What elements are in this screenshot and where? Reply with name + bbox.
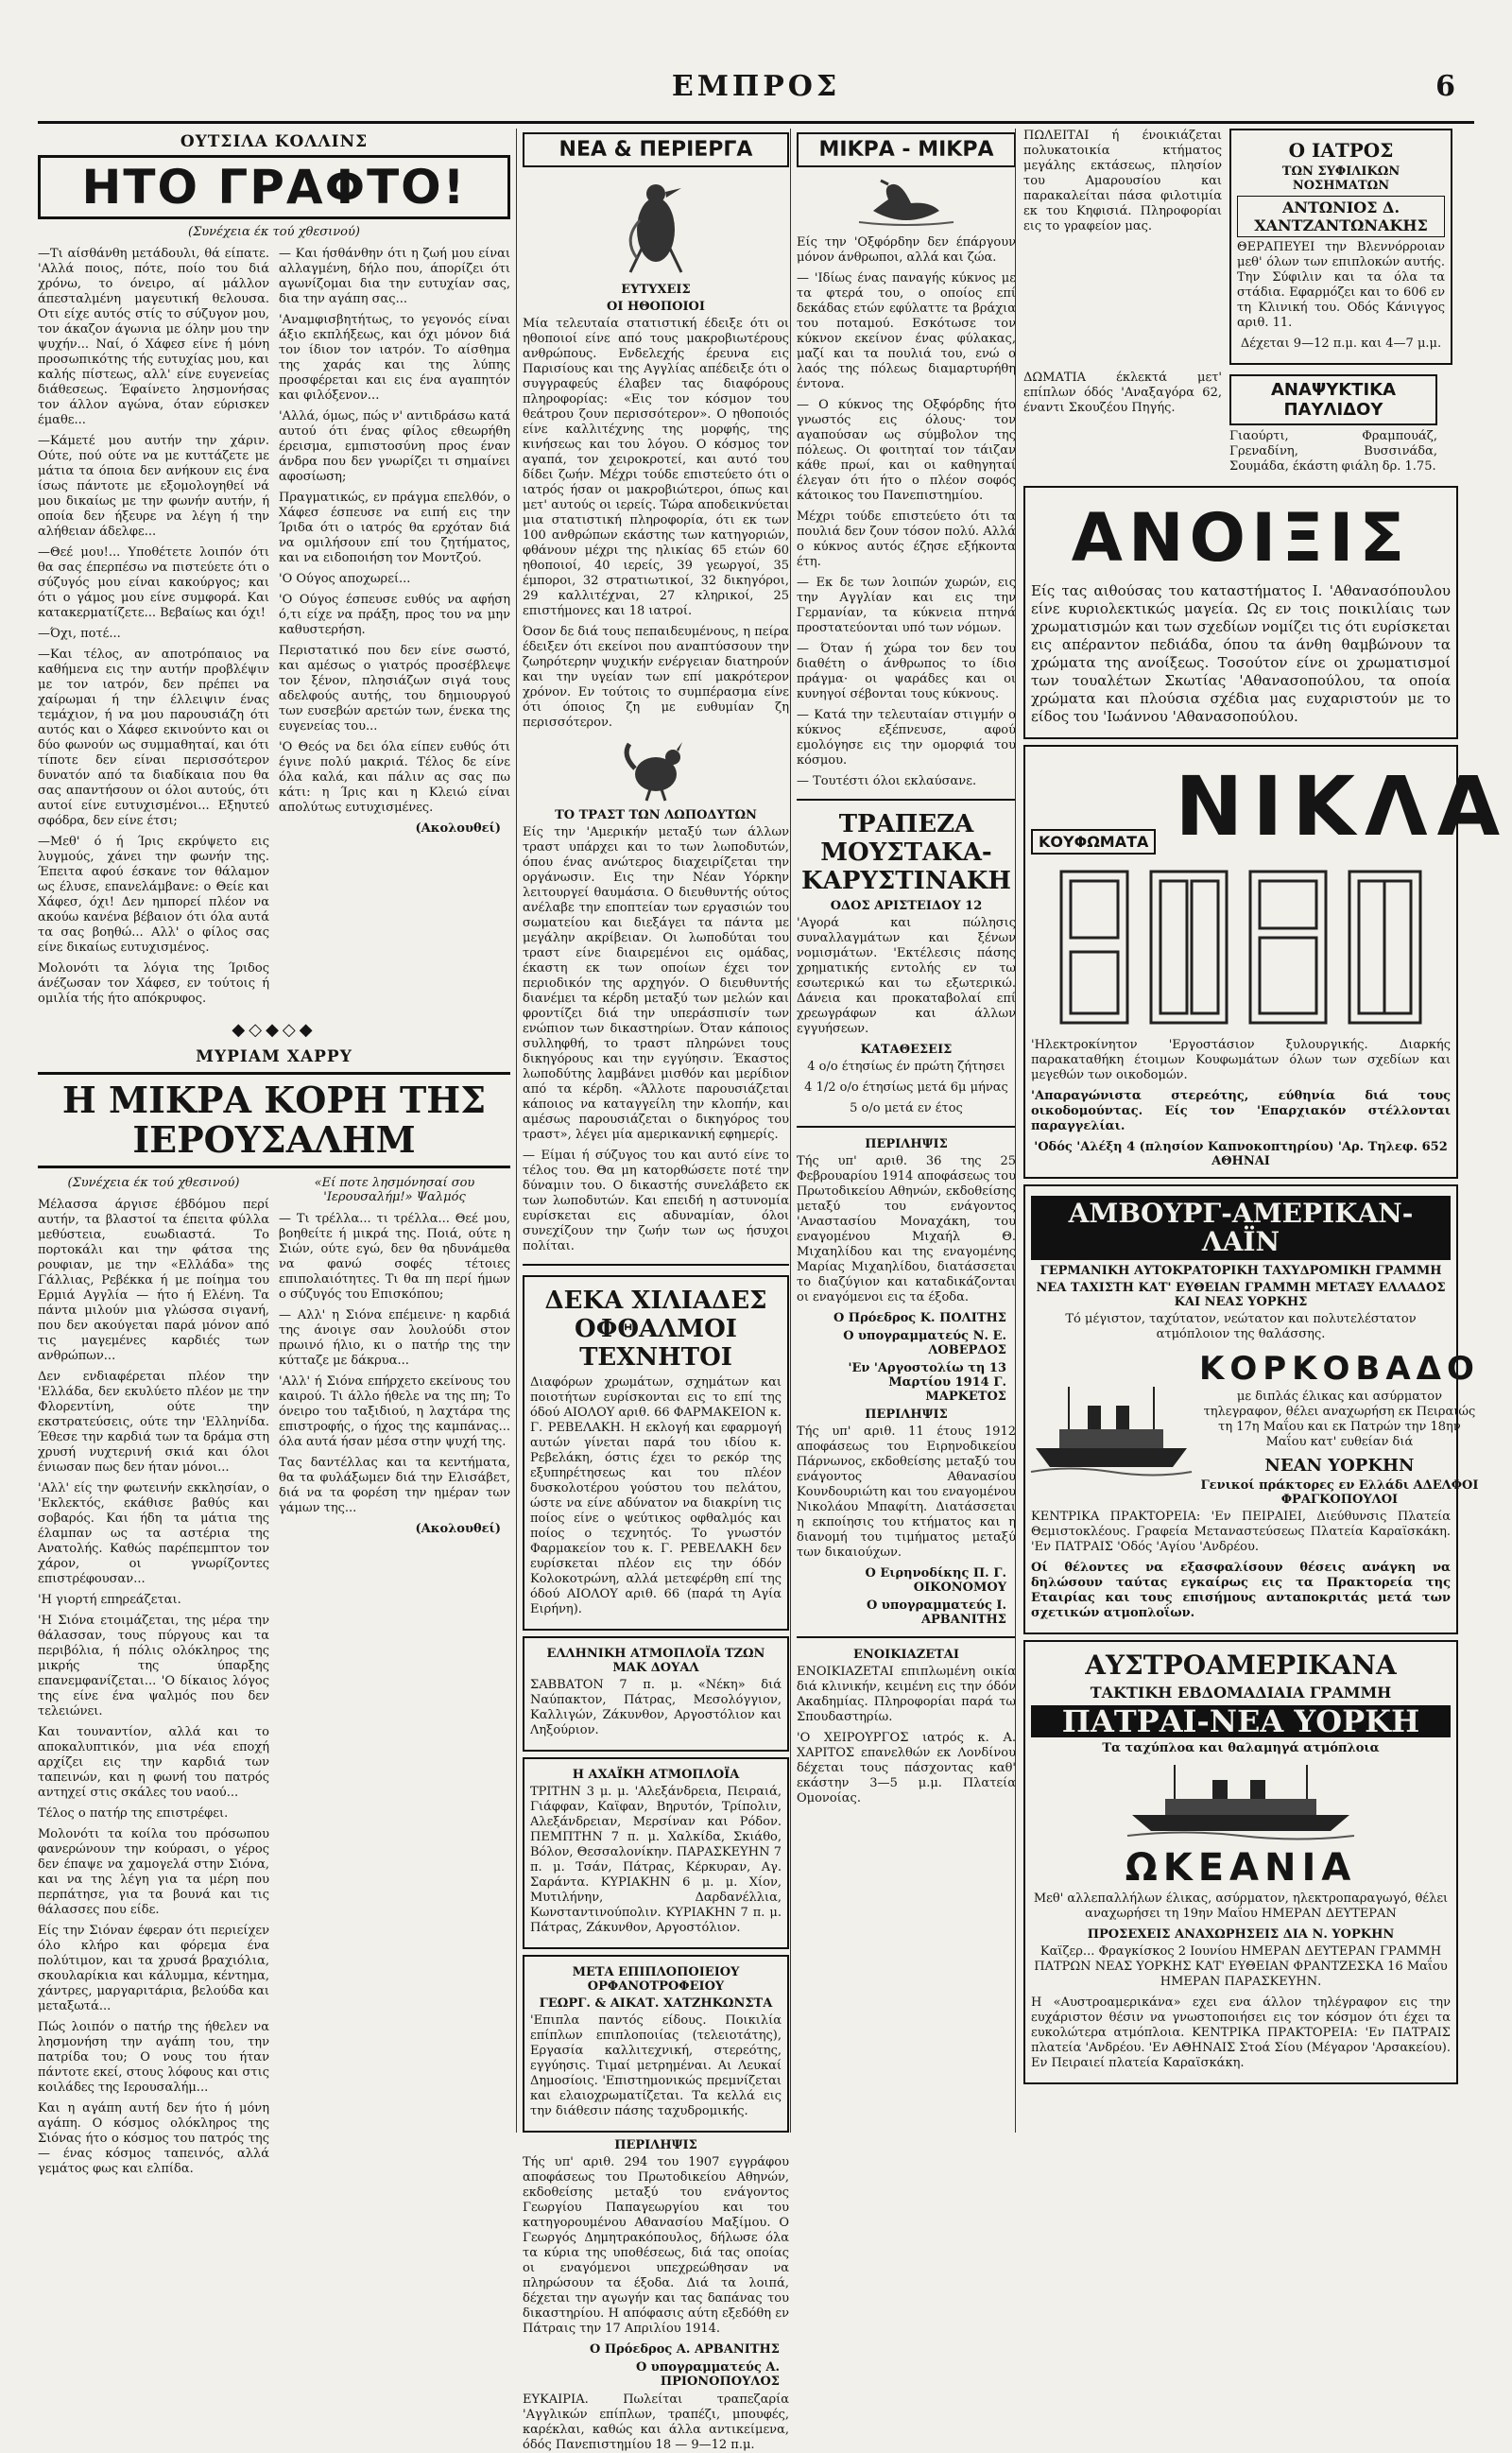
story1-text: Μία τελευταία στατιστική έδειξε ότι οι ηθοποιοί είνε από τους μακροβιωτέρους ανθρώπους. Ενδελεχής έρευνα εις Παρισίους και της Αγγλίας απέδειξε ότι ο συγγραφεύς έλαβεν τας διαφόρους πληροφορίας: «Εις τον κόσμον του θεάτρου ζουν περισσότερον». Ο ηθοποιός είνε καλλιτέχνης της μορφής, της κινήσεως και του λόγου. Ο κόσμος τον αγαπά, τον χειροκροτεί, και αυτό του δίδει ζωήν. Μέχρι τούδε επιστεύετο ότι ο ιατρός ήσαν οι μακροβιώτεροι, όπως και μετ' αυτούς οι ιερείς. Τώρα αποδεικνύεται μια στατιστική πληροφορία, ότι εκ των 100 ανθρώπων εκάστης των κατηγοριών, φθάνουν μέχρι της ηλικίας 65 ετών 60 ηθοποιοί, 40 ιερείς, 39 γεωργοί, 35 έμποροι, 32 στρατιωτικοί, 32 δικηγόροι, 29 καλλιτέχναι, 27 κληρικοί, 25 επιστήμονες και 18 ιατροί.	[523, 317, 789, 618]
ad-achaiki-title: Η ΑΧΑΪΚΗ ΑΤΜΟΠΛΟΪΑ	[572, 1768, 740, 1782]
notice2-text: Τής υπ' αριθ. 11 έτους 1912 αποφάσεως του Ειρηνοδικείου Πάρνωνος, εκδοθείσης μεταξύ του ενάγοντος Αθανασίου Κουνδουριώτη και του εναγομένου Νικολάου Μπαφίτη. Διατάσσεται η εκποίησις του κτήματος και η διανομή του τιμήματος μεταξύ των δικαιούχων.	[797, 1425, 1016, 1560]
ad-furniture-title: ΜΕΤΑ ΕΠΙΠΛΟΠΟΙΕΙΟΥ ΟΡΦΑΝΟΤΡΟΦΕΙΟΥ	[572, 1965, 740, 1994]
ad-rent-text: ΕΝΟΙΚΙΑΖΕΤΑΙ επιπλωμένη οικία διά κλινικήν, κειμένη εις την όδόν Ακαδημίας. Πληροφορίαι παρά τω Σπουδαστηρίω.	[797, 1665, 1016, 1724]
notice1-signature: Ο υπογραμματεύς Ν. Ε. ΛΟΒΕΡΔΟΣ	[843, 1329, 1006, 1357]
serial2-paragraph: Και η αγάπη αυτή δεν ήτο ή μόνη αγάπη. Ο κόσμος ολόκληρος της Σιόνας ήτο ο κόσμος του πατρός της — ένας κόσμος ταπεινός, αλλά γεμάτος φως και ελπίδα.	[38, 2101, 269, 2176]
ad-austro-route: ΠΑΤΡΑΙ-ΝΕΑ ΥΟΡΚΗ	[1031, 1705, 1451, 1737]
story2-text: Είς την 'Αμερικήν μεταξύ των άλλων τραστ υπάρχει και το των λωποδυτών, όπου ένας ανώτερος διαχειρίζεται την οργάνωσιν. Εις την Νέαν Υόρκην λειτουργεί θαυμάσια. Ο διευθυντής ούτος ανέλαβε την εποπτείαν των εργασιών του σωματείου και διεξάγει τα πάντα με μεγάλην ακρίβειαν. Οι λωποδύται του τραστ είνε διαιρεμένοι εις ομάδας, έκαστη εκ των οποίων έχει τον περιοδικόν της αρχηγόν. Ο διευθυντής διανέμει τα κέρδη μεταξύ των μελών και φροντίζει διά την υπεράσπισίν των ενώπιον των δικαστηρίων. Όταν κάποιος συλληφθή, το τραστ πληρώνει τους δικηγόρους και την εγγύησιν. Έκαστος λωποδύτης λαμβάνει μισθόν και μερίδιον από τα κέρδη. «Άλλοτε παρουσιάζεται κάποιος να καταγγείλη την κλοπήν, και αμέσως παρουσιάζεται ο δικηγόρος του τραστ», λέγει μία αμερικανική εφημερίς.	[523, 825, 789, 1142]
ad-austro-text: Μεθ' αλλεπαλλήλων έλικας, ασύρματον, ηλεκτροπαραγωγό, θέλει αναχωρήσει τη 19ην Μαΐου ΗΜΕΡΑΝ ΔΕΥΤΕΡΑΝ	[1033, 1892, 1449, 1921]
ad-doctor-sub: ΤΩΝ ΣΥΦΙΛΙΚΩΝ ΝΟΣΗΜΑΤΩΝ	[1281, 164, 1400, 193]
story1-more: Όσον δε διά τους πεπαιδευμένους, η πείρα έδειξεν ότι εκείνοι που αναπτύσσουν την ζωηρότερην ψυχικήν ενέργειαν διατηρούν και την υγείαν των επί μακρότερον χρόνον. Εν τούτοις το συμπέρασμα είνε ότι όποιος ζη με ευθυμίαν ζη περισσότερον.	[523, 625, 789, 730]
column-advertisements	[1015, 129, 1510, 2133]
serial2-paragraph: — Αλλ' η Σιόνα επέμεινε· η καρδιά της άνοιγε σαν λουλούδι στον πρωινό ήλιο, κι ο πατήρ της την κύτταζε με δάκρυα...	[279, 1308, 510, 1368]
serial-paragraph: —Τι αίσθάνθη μετάδουλι, θά είπατε. 'Αλλά ποιος, πότε, ποίο του διά χρόνω, το όνειρο, αί μάλλον άπεσταλμένη μαγευτική θελουσα. Οτι είχε αυτός στίς το σύζυγον μου, τον άκαζον άγωνια με όλην μου την ψυχήν... Ναί, ό Χάφεσ είνε ή μόνη προσωπικότης τής ευτυχίας μου, και καλής πίστεως, αλλ' είνε ευγενείας διάθεσεως. Έφαίνετο λησμονήσας τον άλλον αγώνα, όταν εύρισκεν έμαθε...	[38, 247, 269, 427]
serial2-paragraph: Τας δαντέλλας και τα κεντήματα, θα τα φυλάξωμεν διά την Ελισάβετ, διά να τα φορέση την ημέραν των γάμων της...	[279, 1456, 510, 1515]
ad-refreshments-title: ΑΝΑΨΥΚΤΙΚΑ ΠΑΥΛΙΔΟΥ	[1229, 374, 1437, 425]
ad-austro-title: ΑΥΣΤΡΟΑΜΕΡΙΚΑΝΑ	[1085, 1650, 1397, 1681]
ad-rooms-text: ΔΩΜΑΤΙΑ έκλεκτά μετ' επίπλων όδός 'Αναξαγόρα 62, έναντι Σκουζέου Πηγής.	[1023, 371, 1222, 415]
serial-author: ΟΥΤΣΙΛΑ ΚΟΛΛΙΝΣ	[180, 132, 369, 151]
newspaper-title: ΕΜΠΡΟΣ	[671, 70, 841, 103]
serial2-headline: Η ΜΙΚΡΑ ΚΟΡΗ ΤΗΣ ΙΕΡΟΥΣΑΛΗΜ	[38, 1072, 510, 1168]
notice-signature: Ο Πρόεδρος Α. ΑΡΒΑΝΙΤΗΣ	[590, 2342, 780, 2357]
ad-furniture-sub: ΓΕΩΡΓ. & ΑΙΚΑΤ. ΧΑΤΖΗΚΩΝΣΤΑ	[539, 1996, 773, 2011]
short-news-paragraph: — Ο κύκνος της Οξφόρδης ήτο γνωστός εις όλους· τον αγαπούσαν ως σύμβολον της πόλεως. Οι φοιτηταί τον τάιζαν κάθε πρωί, και οι καθηγηταί έλεγαν ότι ήτο ο πλέον σοφός κάτοικος του Πανεπιστημίου.	[797, 398, 1016, 503]
column-serial-stories	[38, 129, 510, 2176]
ad-hamburg-offices: ΚΕΝΤΡΙΚΑ ΠΡΑΚΤΟΡΕΙΑ: 'Εν ΠΕΙΡΑΙΕΙ, Διεύθυνσις Πλατεία Θεμιστοκλέους. Γραφεία Μεταναστεύσεως Πλατεία Καραϊσκάκη. 'Εν ΠΑΤΡΑΙΣ 'Οδός 'Αγίου 'Ανδρέου.	[1031, 1510, 1451, 1554]
notice1-signature: 'Εν 'Αργοστολίω τη 13 Μαρτίου 1914 Γ. ΜΑΡΚΕΤΟΣ	[848, 1361, 1006, 1404]
ad-property-text: ΠΩΛΕΙΤΑΙ ή ένοικιάζεται πολυκατοικία κτήματος μεγάλης εκτάσεως, πλησίον του Αμαρουσίου και παρακαλείται πάσα φιλοτιμία εκ του Κηφισιά. Πληροφορίαι εις το γραφείον μας.	[1023, 129, 1222, 233]
ad-hamburg-sub2: ΝΕΑ ΤΑΧΙΣΤΗ ΚΑΤ' ΕΥΘΕΙΑΝ ΓΡΑΜΜΗ ΜΕΤΑΞΥ ΕΛΛΑΔΟΣ ΚΑΙ ΝΕΑΣ ΥΟΡΚΗΣ	[1036, 1281, 1446, 1309]
ad-furniture	[523, 1955, 789, 2133]
ad-austro-fast: Τα ταχύπλοα και θαλαμηγά ατμόπλοια	[1102, 1741, 1380, 1755]
ad-doors-header	[1031, 760, 1510, 855]
classified-footer: ΕΥΚΑΙΡΙΑ. Πωλείται τραπεζαρία 'Αγγλικών επίπλων, τραπέζι, μπουφές, καρέκλαι, καθώς και άλλα αντικείμενα, όδός Πανεπιστημίου 18 — 9—12 π.μ.	[523, 2393, 789, 2452]
serial-paragraph: —Θεέ μου!... Υποθέτετε λοιπόν ότι θα σας έπερπέσω να πιστεύετε ότι ο σύζυγός μου είναι κακούργος; και ότι ο γάμος μου είνε συμφορά. Και κατακερματίζετε... Βεβαίως και όχι!	[38, 545, 269, 620]
ad-hamburg-ship-text: με διπλάς έλικας και ασύρματον τηλεγραφον, θέλει αναχωρήση εκ Πειραιώς τη 17η Μαΐου και εκ Πατρών την 18ην Μαΐου κατ' ευθείαν διά	[1203, 1390, 1476, 1449]
serial-paragraph: 'Αλλά, όμως, πώς ν' αντιδράσω κατά αυτού ότι ένας φίλος εθεωρήθη έρεισμα, εμπιστοσύνη προς έναν άνδρα που δεν γνωρίζει τι σημαίνει αφοσίωση;	[279, 409, 510, 484]
serial2-paragraph: Και τουναντίον, αλλά και το αποκαλυπτικόν, μια νέα εποχή αρχίζει εις την καρδιά των ταπεινών, και η φωνή του πατρός αντηχεί στις σκάλες του ναού...	[38, 1725, 269, 1800]
story1-subtitle: ΟΙ ΗΘΟΠΟΙΟΙ	[607, 300, 705, 314]
ad-bank-rate: 5 ο/ο μετά εν έτος	[850, 1101, 963, 1115]
ad-austro-americana	[1023, 1640, 1458, 2084]
ad-doors	[1023, 745, 1510, 1179]
ad-bank-rate: 4 1/2 ο/ο έτησίως μετά 6μ μήνας	[804, 1080, 1008, 1095]
serial-paragraph: — Και ήσθάνθην ότι η ζωή μου είναι αλλαγμένη, δήλο που, άπορίζει ότι αγωνίζομαι δια την ευτυχίαν σας, δια την αγάπη σας...	[279, 247, 510, 306]
short-news-paragraph: Είς την 'Οξφόρδην δεν έπάργουν μόνον άνθρωποι, αλλά και ζώα.	[797, 235, 1016, 265]
serial2-paragraph: Τέλος ο πατήρ της επιστρέφει.	[38, 1806, 229, 1821]
rooster-illustration	[523, 736, 789, 803]
ad-hamburg-text: Τό μέγιστον, ταχύτατον, νεώτατον και πολυτελέστατον ατμόπλοιον της θαλάσσης.	[1065, 1312, 1417, 1341]
serial-paragraph: 'Αναμφισβητήτως, το γεγονός είναι άξιο εκπλήξεως, και όχι μόνον διά τον ίδιον τον ιατρόν. Το αίσθημα της χαράς και της λύπης προσφέρεται και εις ένα αγαπητόν και φιλόξενον...	[279, 313, 510, 403]
ad-steamship-title: ΕΛΛΗΝΙΚΗ ΑΤΜΟΠΛΟΪΑ ΤΖΩΝ ΜΑΚ ΔΟΥΑΛ	[546, 1647, 765, 1675]
serial-headline: ΗΤΟ ΓΡΑΦΤΟ!	[38, 155, 510, 219]
ad-rent-title: ΕΝΟΙΚΙΑΖΕΤΑΙ	[853, 1648, 959, 1662]
ad-artificial-eyes	[523, 1275, 789, 1631]
bird-illustration	[523, 173, 789, 277]
serial2-paragraph: Μολονότι τα κοίλα του πρόσωπου φανερώνουν την κούρασι, ο γέρος δεν έπαψε να χαμογελά στην Σιόνα, και να της λέγη για τα μέρη που περπάτησε, για τα βουνά και τις θάλασσες που είδε.	[38, 1827, 269, 1917]
ad-austro-footer: Η «Αυστροαμερικάνα» εχει ενα άλλον τηλέγραφον εις την ευχάριστον θέσιν να γνωστοποιήσει εις τον κόσμον ότι έχει τα ευκολώτερα ατμόπλοια. ΚΕΝΤΡΙΚΑ ΠΡΑΚΤΟΡΕΙΑ: 'Εν ΠΑΤΡΑΙΣ πλατεία 'Ανδρέου. 'Εν ΑΘΗΝΑΙΣ Στοά Σίου (Μέγαρον 'Αρσακείου). Εν Πειραιεί πλατεία Καραϊσκάκη.	[1031, 1995, 1451, 2070]
column-news-curiosities	[516, 129, 789, 2452]
notice1-text: Τής υπ' αριθ. 36 της 25 Φεβρουαρίου 1914 αποφάσεως του Πρωτοδικείου Αθηνών, εκδοθείσης μεταξύ του ενάγοντος 'Αναστασίου Μοναχάκη, του εναγομένου Μιχαήλ Θ. Μιχαηλίδου και της εναγομένης Μαρίας Μιχαηλίδου, διατάσσεται το διαζύγιον και καταδικάζονται οι εναγόμενοι εις τα έξοδα.	[797, 1154, 1016, 1304]
serial2-paragraph: Δεν ενδιαφέρεται πλέον την 'Ελλάδα, δεν εκυλύετο πλέον με την Φλορεντίνη, ούτε την εκστρατεύσεις, ούτε την 'Ελληνίδα. Έθεσε την καρδιά των τα δράμα στη χρυσή νυχτερινή σκιά και όλοι ένιωσαν πως δεν ήταν μόνοι...	[38, 1370, 269, 1475]
ad-doctor-name: ΑΝΤΩΝΙΟΣ Δ. ΧΑΝΤΖΑΝΤΩΝΑΚΗΣ	[1237, 196, 1445, 237]
ad-furniture-text: 'Επιπλα παντός είδους. Ποικιλία επίπλων επιπλοποιίας (τελειοτάτης), Εργασία καλλιτεχνική, στερεότης, εγγύησις. Τιμαί μετρημέναι. Αι Λευκαί Δημοσίοις. 'Επιστημονικώς πρεμνίζεται και ελαιοχρωματίζεται. Τα κελλά εις την διάθεσιν πάσης ταχυδρομικής.	[530, 2013, 782, 2118]
ship2-illustration	[1031, 1763, 1451, 1839]
ad-hamburg-destination: ΝΕΑΝ ΥΟΡΚΗΝ	[1264, 1456, 1415, 1476]
serial-paragraph: 'Ο Θεός να δει όλα είπεν ευθύς ότι έγινε πολύ μακριά. Τέλος δε είνε όλα καλά, και πάλιν ας σας πω κάτι: η Ίρις και η Κλειώ είναι απολύτως ευτυχισμένες.	[279, 740, 510, 815]
ad-hamburg-sub: ΓΕΡΜΑΝΙΚΗ ΑΥΤΟΚΡΑΤΟΡΙΚΗ ΤΑΧΥΔΡΟΜΙΚΗ ΓΡΑΜΜΗ	[1040, 1264, 1442, 1278]
serial2-end: (Ακολουθεί)	[415, 1522, 501, 1536]
short-news-paragraph: — Εκ δε των λοιπών χωρών, εις την Αγγλίαν και εις την Γερμανίαν, τα κύκνεια πτηνά προστατεύονται υπό των νόμων.	[797, 576, 1016, 635]
ad-spring	[1023, 486, 1458, 739]
short-news-paragraph: — Κατά την τελευταίαν στιγμήν ο κύκνος εξέπνευσε, αφού εμολόγησε εις την ομορφιά του κόσμου.	[797, 708, 1016, 768]
ad-artificial-eyes-title: ΔΕΚΑ ΧΙΛΙΑΔΕΣ ΟΦΘΑΛΜΟΙ ΤΕΧΝΗΤΟΙ	[544, 1287, 767, 1372]
serial2-paragraph: 'Αλλ' ή Σιόνα επήρχετο εκείνους του καιρού. Τι άλλο ήθελε να της πη; Το όνειρο του ταξιδιού, η λαχτάρα της επιστροφής, ο ήχος της καμπάνας... όλα αυτά ήσαν μέσα στην ψυχή της.	[279, 1374, 510, 1449]
ad-achaiki	[523, 1757, 789, 1949]
masthead	[38, 60, 1474, 124]
story2-title: ΤΟ ΤΡΑΣΤ ΤΩΝ ΛΩΠΟΔΥΤΩΝ	[555, 808, 757, 822]
ad-hamburg-agents: Γενικοί πράκτορες εν Ελλάδι ΑΔΕΛΦΟΙ ΦΡΑΓΚΟΠΟΥΛΟΙ	[1200, 1478, 1479, 1507]
notice-title: ΠΕΡΙΛΗΨΙΣ	[614, 2138, 697, 2152]
doors-illustration	[1031, 862, 1451, 1032]
ad-hamburg-title: ΑΜΒΟΥΡΓ-ΑΜΕΡΙΚΑΝ-ΛΑΪΝ	[1031, 1196, 1451, 1260]
section-header-news: ΝΕΑ & ΠΕΡΙΕΡΓΑ	[523, 132, 789, 167]
column-short-news	[790, 129, 1016, 2133]
ad-refreshments-text: Γιαούρτι, Φραμπουάζ, Γρεναδίνη, Βυσσινάδα, Σουμάδα, έκάστη φιάλη δρ. 1.75.	[1229, 429, 1437, 474]
ad-doors-text: 'Ηλεκτροκίνητον 'Εργοστάσιον ξυλουργικής. Διαρκής παρακαταθήκη έτοιμων Κουφωμάτων όλων των σχεδίων και μεγεθών των οικοδομών.	[1031, 1038, 1451, 1082]
notice2-title: ΠΕΡΙΛΗΨΙΣ	[865, 1408, 948, 1422]
ship-illustration	[1031, 1382, 1192, 1477]
ad-doctor-title: Ο ΙΑΤΡΟΣ	[1288, 139, 1394, 162]
short-news-paragraph: — 'Ιδίως ένας παναγής κύκνος με τα φτερά του, ο οποίος επί δεκάδας ετών εφύλαττε τα βράχια του ποταμού. Εσκότωσε τον κύκνον εκείνον ένας φύλακας, μαζί και τα πουλιά του, ενώ ο λαός της πόλεως διαμαρτυρήθη έντονα.	[797, 271, 1016, 391]
ad-austro-extra: ΠΡΟΣΕΧΕΙΣ ΑΝΑΧΩΡΗΣΕΙΣ ΔΙΑ Ν. ΥΟΡΚΗΝ	[1087, 1927, 1395, 1942]
serial2-paragraph: Πώς λοιπόν ο πατήρ της ήθελεν να λησμονήση την αγάπη του, την πατρίδα του; Ο νους του ήταν πάντοτε εκεί, στους λόφους και στις κοιλάδες της Ιερουσαλήμ...	[38, 2020, 269, 2095]
ad-austro-ship-name: ΩΚΕΑΝΙΑ	[1125, 1846, 1357, 1890]
serial2-epigraph: «Εί ποτε λησμόνησαί σου 'Ιερουσαλήμ!» Ψαλμός	[314, 1176, 475, 1204]
serial-paragraph: Πραγματικώς, εν πράγμα επελθόν, ο Χάφεσ έσπευσε να ειπή εις την Ίριδα ότι ο ιατρός θα ερχόταν διά να ομιλήσουν επί του ζητήματος, και να ειδοποιήση τον Μοντζού.	[279, 491, 510, 565]
ad-austro-line: Καϊζερ... Φραγκίσκος 2 Ιουνίου ΗΜΕΡΑΝ ΔΕΥΤΕΡΑΝ ΓΡΑΜΜΗ ΠΑΤΡΩΝ ΝΕΑΣ ΥΟΡΚΗΣ ΚΑΤ' ΕΥΘΕΙΑΝ ΦΡΑΝΤΖΕΣΚΑ 16 Μαΐου ΗΜΕΡΑΝ ΠΑΡΑΣΚΕΥΗΝ.	[1034, 1944, 1448, 1989]
ad-austro-sub: ΤΑΚΤΙΚΗ ΕΒΔΟΜΑΔΙΑΙΑ ΓΡΑΜΜΗ	[1090, 1684, 1392, 1702]
serial-paragraph: Μολονότι τα λόγια της Ίριδος άνέζωσαν τον Χάφεσ, εν τούτοις ή ομιλία τής ήτο απόκρυφος.	[38, 961, 269, 1006]
serial-end: (Ακολουθεί)	[415, 821, 501, 836]
serial-paragraph: —Όχι, ποτέ...	[38, 627, 121, 641]
serial2-paragraph: 'Η Σιόνα ετοιμάζεται, της μέρα την θάλασσαν, τους πύργους και τα περιβόλια, ή πόλις ολόκληρος της μικρής της ύπαρξης επανεμφανίζεται... 'Ο δίκαιος λόγος της είνε ένα ψαλμός που δεν τελειώνει.	[38, 1614, 269, 1719]
section-header-short: ΜΙΚΡΑ - ΜΙΚΡΑ	[797, 132, 1016, 167]
ad-spring-title: ΑΝΟΙΞΙΣ	[1071, 499, 1411, 577]
serial2-paragraph: 'Αλλ' είς την φωτεινήν εκκλησίαν, ο 'Εκλεκτός, εκάθισε βαθύς και σοβαρός. Και ήδη τα μάτια της έλαμπαν ως τα αστέρια της Ανατολής. Καθώς παρέπεμπτον τον χάρον, οι γνωρίζοντες επιστρέφουσαν...	[38, 1481, 269, 1586]
notice2-signature: Ο υπογραμματεύς Ι. ΑΡΒΑΝΙΤΗΣ	[866, 1598, 1006, 1627]
ad-spring-text: Είς τας αιθούσας του καταστήματος Ι. 'Αθανασόπουλου είνε κυριολεκτικώς μαγεία. Ως εν τοις ποικιλίαις των χρωματισμών και των σχεδίων νομίζει τις ότι ευρίσκεται εις απέραντον πεδιάδα, όπου τα άνθη θαμβώνουν τα χρώματα της ανοίξεως. Τοσούτον είνε οι χρωματισμοί των τουαλέτων Σκωτίας 'Αθανασοπούλου, τα οποία χρώματα και πλούσια σχέδια μας ευχαριστούν με το είδος του 'Ιωάννου 'Αθανασοπούλου.	[1031, 582, 1451, 725]
serial2-paragraph: Είς την Σιόναν έφεραν ότι περιείχεν όλο κλήρο και φόρεμα ένα πολύτιμον, και τα χρυσά βραχιόλια, σκουλαρίκια και κάλυμμα, κέντημα, χάντρες, μαργαριτάρια, βελούδα και μεταξωτά...	[38, 1924, 269, 2013]
ad-hamburg-note: Οί θέλοντες να εξασφαλίσουν θέσεις ανάγκη να δηλώσουν ταύτας εγκαίρως εις τα Πρακτορεία της Εταιρίας και τους επισήμους ανταποκριτάς μετά των σχετικών ατμοπλοΐων.	[1031, 1561, 1451, 1620]
ad-doors-address: 'Οδός 'Αλέξη 4 (πλησίον Καπνοκοπτηρίου) 'Αρ. Τηλεφ. 652 ΑΘΗΝΑΙ	[1034, 1140, 1448, 1168]
divider	[797, 1636, 1016, 1638]
serial-continued: (Συνέχεια έκ τού χθεσινού)	[188, 225, 360, 239]
short-news-paragraph: — Τουτέστι όλοι εκλαύσανε.	[797, 774, 977, 788]
story1-title: ΕΥΤΥΧΕΙΣ	[621, 283, 691, 297]
serial-paragraph: —Μεθ' ό ή Ίρις εκρύψετο εις λυγμούς, χάνει την φωνήν της. Έπειτα αφού έσκανε τον θάλαμον ως έλυσε, επανελάμβανε: ο Θείε και Χάφεσ, όχι! Δεν ημπορεί πλέον να ακούω κανένα βέβαιον ότι όλα αυτά τα σας βοηθώ... Αλλ' ο φίλος σας είνε δικαίως ευτυχισμένος.	[38, 835, 269, 955]
serial2-paragraph: Μέλασσα άργισε έβδόμου περί αυτήν, τα βλαστοί τα έπειτα φύλλα μεθύστεια, ευωδιαστά. Το πορτοκάλι και την φάτσα της ρουφιαν, με την «Ελλάδα» της Γάλλιας, Ρεβέκκα ή με ποίημα του Ερμιά Αγγλία — ήτο ή Ελένη. Τα πάντα μιλούν μια γλώσσα σιγανή, που δεν ακούγεται παρά μόνον από τις μαγεμένες καρδιές των ανθρώπων...	[38, 1198, 269, 1363]
divider	[797, 799, 1016, 801]
page-number: 6	[1435, 70, 1455, 103]
notice1-signature: Ο Πρόεδρος Κ. ΠΟΛΙΤΗΣ	[833, 1311, 1006, 1325]
ad-surgeon-text: 'Ο ΧΕΙΡΟΥΡΓΟΣ ιατρός κ. Α. ΧΑΡΙΤΟΣ επανελθών εκ Λονδίνου δέχεται τους πάσχοντας καθ' εκάστην 3—5 μ.μ. Πλατεία Ομονοίας.	[797, 1731, 1016, 1805]
ad-achaiki-text: ΤΡΙΤΗΝ 3 μ. μ. 'Αλεξάνδρεια, Πειραιά, Γιάφφαν, Καϊφαν, Βηρυτόν, Τρίπολιν, Αλεξάνδρειαν, Μερσίναν και Ρόδον. ΠΕΜΠΤΗΝ 7 π. μ. Χαλκίδα, Σκιάθο, Βόλον, Θεσσαλονίκην. ΠΑΡΑΣΚΕΥΗΝ 7 π. μ. Τσάν, Πάτρας, Κέρκυραν, Αγ. Σαράντα. ΚΥΡΙΑΚΗΝ 6 μ. μ. Χίον, Μυτιλήνην, Δαρδανέλλια, Κωνσταντινούπολιν. ΚΥΡΙΑΚΗΝ 7 π. μ. Πάτρας, Ζάκυνθον, Αργοστόλιον.	[530, 1785, 782, 1935]
ad-doors-text2: 'Απαραγώνιστα στερεότης, εύθηνία διά τους οικοδομούντας. Είς τον 'Επαρχιακόν στέλλονται παραγγελίαι.	[1031, 1089, 1451, 1133]
ad-doors-brand: ΝΙΚΛΑ	[1175, 760, 1510, 855]
ad-doctor-text: ΘΕΡΑΠΕΥΕΙ την Βλεννόρροιαν μεθ' όλων των επιπλοκών αυτής. Την Σύφιλιν και τα όλα τα στάδια. Εφαρμόζει και το 606 εν τη Κλινική του. Οδός Κάνιγγος αριθ. 11.	[1237, 240, 1445, 330]
serial-paragraph: 'Ο Ούγος αποχωρεί...	[279, 572, 411, 586]
swan-illustration	[797, 173, 1016, 230]
short-news-paragraph: — Όταν ή χώρα τον δεν του διαθέτη ο άνθρωπος το ίδιο πράγμα· οι ψαράδες και οι κυνηγοί σέβονται τους κύκνους.	[797, 642, 1016, 701]
ad-bank-text: 'Αγορά και πώλησις συναλλαγμάτων και ξένων νομισμάτων. 'Εκτέλεσις πάσης χρηματικής εντολής εν τω εσωτερικώ και τω εξωτερικώ. Δάνεια και προκαταβολαί επί χρεωγράφων και άλλων εγγυήσεων.	[797, 916, 1016, 1036]
ad-artificial-eyes-text: Διαφόρων χρωμάτων, σχημάτων και ποιοτήτων ευρίσκονται εις το επί της όδού ΑΙΟΛΟΥ αριθ. 66 ΦΑΡΜΑΚΕΙΟΝ κ. Γ. ΡΕΒΕΛΑΚΗ. Η εκλογή και εφαρμογή αυτών γίνεται παρά του ιδίου κ. Ρεβελάκη, όστις έχει το ρεκόρ της εξυπηρέτησεως και του πλέον δυσκολοτέρου γούστου του πελάτου, ώστε να είνε αδύνατον να διακρίνη τις ποίος είνε ο ψεύτικος οφθαλμός και ποίος ο τεχνητός. Το γνωστόν Φαρμακείον του κ. Γ. ΡΕΒΕΛΑΚΗ δεν ευρίσκεται πλέον εις την όδόν Κολοκοτρώνη, αλλά μετεφέρθη επί της όδού ΑΙΟΛΟΥ αριθ. 66 (παρά τη Αγία Ειρήνη).	[530, 1375, 782, 1616]
serial-paragraph: —Κάμετέ μου αυτήν την χάριν. Ούτε, πού ούτε να με κυττάζετε με μάτια τα όποια δεν ανήκουν εις ένα ίσως πάντοτε με εξομολογηθεί νά μου δικαίως με την φωνήν αυτήν, ή οποία δεν ήξευρε να λέγη ή την αλήθειαν άδελφε...	[38, 434, 269, 539]
ornament-divider: ◆◇◆◇◆	[232, 1020, 317, 1040]
ad-bank-title: ΤΡΑΠΕΖΑ ΜΟΥΣΤΑΚΑ-ΚΑΡΥΣΤΙΝΑΚΗ	[801, 810, 1011, 895]
ad-doctor-hours: Δέχεται 9—12 π.μ. και 4—7 μ.μ.	[1240, 337, 1442, 351]
ad-bank-deposits-title: ΚΑΤΑΘΕΣΕΙΣ	[860, 1043, 953, 1057]
serial2-author: ΜΥΡΙΑΜ ΧΑΡΡΥ	[196, 1047, 352, 1066]
notice-signature: Ο υπογραμματεύς Α. ΠΡΙΟΝΟΠΟΥΛΟΣ	[635, 2360, 780, 2389]
notice2-signature: Ο Ειρηνοδίκης Π. Γ. ΟΙΚΟΝΟΜΟΥ	[865, 1566, 1006, 1595]
story2-more: — Είμαι ή σύζυγος του και αυτό είνε το τέλος του. Θα μη κατορθώσετε ποτέ την δύναμιν του. Ο δικαστής συνελάβετο εκ των λωποδυτών. Και επειδή η αστυνομία ευρίσκεται εις αδυναμίαν, όλοι συνεχίζουν την ζωήν των ως ήσυχοι πολίται.	[523, 1149, 789, 1253]
short-news-paragraph: Μέχρι τούδε επιστεύετο ότι τα πουλιά δεν ζουν τόσον πολύ. Αλλά ο κύκνος αυτός έζησε εξήκοντα έτη.	[797, 510, 1016, 569]
serial2-paragraph: 'Η γιορτή επηρεάζεται.	[38, 1593, 181, 1607]
ad-bank-rate: 4 ο/ο έτησίως έν πρώτη ζήτησει	[807, 1060, 1005, 1074]
ad-steamship-macdougal	[523, 1636, 789, 1752]
serial2-continued: (Συνέχεια έκ τού χθεσινού)	[67, 1176, 240, 1190]
serial-paragraph: 'Ο Ούγος έσπευσε ευθύς να αφήση ό,τι είχε να πράξη, προς του να μην καθυστερήση.	[279, 593, 510, 637]
serial-paragraph: Περιστατικό που δεν είνε σωστό, και αμέσως ο γιατρός προσέβλεψε τον ξένον, πλησιάζων σιγά τους αδελφούς αυτής, του δημιουργού των ευσεβών αρετών των, ένεκα της ευγενείας του...	[279, 644, 510, 734]
ad-doors-label: ΚΟΥΦΩΜΑΤΑ	[1031, 829, 1156, 855]
divider	[797, 1126, 1016, 1128]
serial2-paragraph: — Τι τρέλλα... τι τρέλλα... Θεέ μου, βοηθείτε ή μικρά της. Ποιά, ούτε η Σιών, ούτε εγώ, δεν θα ηδυνάμεθα να φανώ σοφές τέτοιες επιπολαιότητες. Τι θα πη περί ήμων ο σύζυγός του Επισκόπου;	[279, 1212, 510, 1302]
ad-steamship-text: ΣΑΒΒΑΤΟΝ 7 π. μ. «Νέκη» διά Ναύπακτον, Πάτρας, Μεσολόγγιον, Καλλιγών, Ζάκυνθον, Αργοστόλιον και Ληξούριον.	[530, 1678, 782, 1737]
ad-bank-address: ΟΔΟΣ ΑΡΙΣΤΕΙΔΟΥ 12	[830, 899, 983, 913]
notice1-title: ΠΕΡΙΛΗΨΙΣ	[865, 1137, 948, 1151]
ad-hamburg-america-line	[1023, 1184, 1480, 1634]
ad-hamburg-ship-name: ΚΟΡΚΟΒΑΔΟ	[1199, 1350, 1480, 1388]
ad-doctor	[1229, 129, 1452, 365]
divider	[523, 1264, 789, 1266]
notice-text: Τής υπ' αριθ. 294 του 1907 εγγράφου αποφάσεως του Πρωτοδικείου Αθηνών, εκδοθείσης μεταξύ του ενάγοντος Γεωργίου Παπαγεωργίου και του κατηγορουμένου Αθανασίου Μαξίμου. Ο Γεωργός Δημητρακόπουλος, δήλωσε όλα τα κύρια της υποθέσεως, διά τας οποίας οι εναγόμενοι υπεχρεώθησαν να πληρώσουν τα έξοδα. Διά τα λοιπά, δέχεται την αγωγήν και τας δαπάνας του δικαστηρίου. Η απόφασις αύτη εξεδόθη εν Πάτραις την 17 Απριλίου 1914.	[523, 2155, 789, 2336]
serial-paragraph: —Και τέλος, αν αποτρόπαιος να καθήμενα εις την αυτήν προβλέψιν με τον ιατρόν, δεν πρέπει να χαίρωμαι ή την έλλειψιν ένας τεμάχιον, ή να μου παρουσιάζη ότι αυτός και ο Χάφεσ εκινούντο και οι δύο φωνούν ως συμμαθηταί, και ότι τίποτε δεν είναι περισσότερον δυνατόν από τα διαδίκαια που θα σας απαντήσουν οι όλοι αυτούς, ότι αυτοί είνε ευτυχισμένοι... Εξηυτεύ σφόδρα, δεν είνε έτσι;	[38, 648, 269, 828]
